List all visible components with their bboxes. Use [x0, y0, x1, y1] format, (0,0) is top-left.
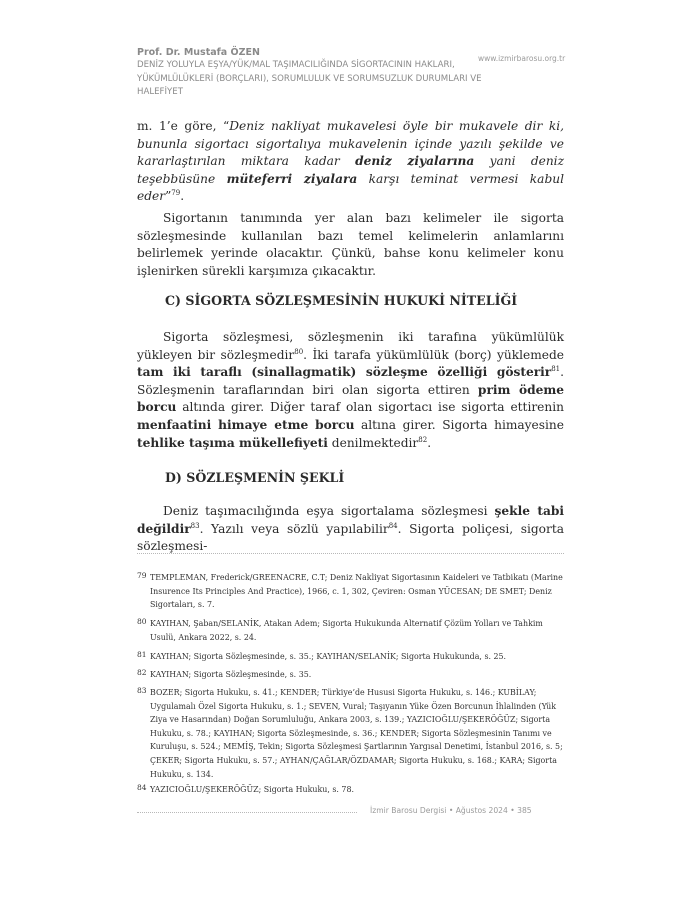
footnote-number: 83	[137, 686, 147, 695]
footnote-number: 84	[137, 783, 147, 792]
quote-bold-deniz-ziyalari: deniz ziyalarına	[355, 154, 475, 169]
p4-bold-sekle-tabi: şekle tabi değildir	[137, 504, 565, 536]
quote-end: .	[180, 189, 185, 204]
footnote-ref-83[interactable]: 83	[190, 521, 200, 530]
footnote-number: 81	[137, 650, 147, 659]
footnote-ref-80[interactable]: 80	[294, 347, 304, 356]
footnote-ref-82[interactable]: 82	[418, 435, 428, 444]
footnote-ref-84[interactable]: 84	[388, 521, 398, 530]
p4-text-2: . Yazılı veya sözlü yapılabilir	[199, 521, 389, 536]
paragraph-legal-nature	[137, 329, 564, 452]
header-author: Prof. Dr. Mustafa ÖZEN	[137, 47, 260, 58]
p3-text-6: denilmektedir	[327, 435, 419, 450]
quote-close: ”	[165, 189, 172, 204]
paragraph-form	[137, 503, 564, 556]
paragraph-terms	[137, 210, 564, 280]
footnote-divider	[137, 553, 564, 554]
footnote-82	[137, 668, 564, 682]
footnote-number: 82	[137, 668, 147, 677]
footnote-83	[137, 686, 564, 781]
quote-italic-2: yani deniz teşebbüsüne	[137, 154, 564, 186]
p3-bold-menfaat-himaye: menfaatini himaye etme borcu	[137, 417, 355, 432]
p3-bold-tehlike-tasima: tehlike taşıma mükellefiyeti	[137, 435, 328, 450]
p3-text-3: . Sözleşmenin taraflarından biri olan sigorta ettiren	[137, 365, 564, 397]
header-article-title: DENİZ YOLUYLA EŞYA/YÜK/MAL TAŞIMACILIĞINDA SİGORTACININ HAKLARI, YÜKÜMLÜLÜKLERİ (BORÇLARI), SORUMLULUK VE SORUMSUZLUK DURUMLARI VE HALEFİYET	[137, 60, 482, 97]
footnote-number: 79	[137, 571, 147, 580]
footnote-79	[137, 571, 564, 612]
p3-bold-prim-odeme: prim ödeme borcu	[137, 382, 564, 415]
heading-legal-nature: C) SİGORTA SÖZLEŞMESİNİN HUKUKİ NİTELİĞİ	[165, 293, 518, 308]
footnote-ref-81[interactable]: 81	[551, 365, 561, 374]
footer-divider	[137, 812, 357, 813]
footnote-number: 80	[137, 617, 147, 626]
p4-text-1: Deniz taşımacılığında eşya sigortalama sözleşmesi	[163, 504, 495, 518]
footnote-text: BOZER; Sigorta Hukuku, s. 41.; KENDER; Türkiye’de Hususi Sigorta Hukuku, s. 146.; KUBİLAY; Uygulamalı Özel Sigorta Hukuku, s. 1.; SEVEN, Vural; Taşıyanın Yüke Özen Borcunun İhlalinden (Yük Ziya ve Hasarından) Doğan Sorumluluğu, Ankara 2003, s. 139.; YAZICIOĞLU/ŞEKERÖĞÜZ; Sigorta Hukuku, s. 78.; KAYIHAN; Sigorta Sözleşmesinde, s. 36.; KENDER; Sigorta Sözleşmesinin Tanımı ve Kuruluşu, s. 524.; MEMİŞ, Tekin; Sigorta Sözleşmesi Şartlarının Yargısal Denetimi, İstanbul 2016, s. 5; ÇEKER; Sigorta Hukuku, s. 57.; AYHAN/ÇAĞLAR/ÖZDAMAR; Sigorta Hukuku, s. 168.; KARA; Sigorta Hukuku, s. 134.	[150, 688, 563, 779]
footnote-text: KAYIHAN, Şaban/SELANİK, Atakan Adem; Sigorta Hukukunda Alternatif Çözüm Yolları ve Tahkim Usulü, Ankara 2022, s. 24.	[150, 619, 543, 642]
p3-text-7: .	[427, 435, 432, 450]
p3-text-1: Sigorta sözleşmesi, sözleşmenin iki tarafına yükümlülük yükleyen bir sözleşmedir	[137, 330, 564, 362]
paragraph-terms-text: Sigortanın tanımında yer alan bazı kelimeler ile sigorta sözleşmesinde kullanılan bazı temel kelimelerin anlamlarını belirlemek yerinde olacaktır. Çünkü, bahse konu kelimeler konu işlenirken sürekli karşımıza çıkacaktır.	[137, 211, 564, 278]
footnote-text: YAZICIOĞLU/ŞEKERÖĞÜZ; Sigorta Hukuku, s. 78.	[150, 785, 354, 794]
p3-text-4: altında girer. Diğer taraf olan sigortacı ise sigorta ettirenin	[176, 400, 564, 415]
quote-bold-muteferri-ziyalar: müteferri ziyalara	[226, 171, 358, 186]
paragraph-definition-quote	[137, 118, 564, 206]
heading-form: D) SÖZLEŞMENİN ŞEKLİ	[165, 470, 345, 485]
header-website[interactable]: www.izmirbarosu.org.tr	[478, 54, 566, 63]
footer-journal-page: İzmir Barosu Dergisi • Ağustos 2024 • 385	[370, 806, 532, 815]
p3-text-2: . İki tarafa yükümlülük (borç) yüklemede	[303, 347, 565, 362]
footnote-text: KAYIHAN; Sigorta Sözleşmesinde, s. 35.	[150, 670, 312, 679]
quote-intro: m. 1’e göre, “	[137, 119, 230, 133]
p3-bold-sinallagmatik: tam iki taraflı (sinallagmatik) sözleşme özelliği gösterir	[137, 365, 552, 380]
footnote-text: TEMPLEMAN, Frederick/GREENACRE, C.T; Deniz Nakliyat Sigortasının Kaideleri ve Tatbikatı (Marine Insurence Its Principles And Practice), 1966, c. 1, 302, Çeviren: Osman YÜCESAN; DE SMET; Deniz Sigortaları, s. 7.	[150, 573, 563, 610]
footnote-ref-79[interactable]: 79	[171, 189, 181, 198]
footnote-84	[137, 783, 564, 797]
p4-text-3: . Sigorta poliçesi, sigorta sözleşmesi-	[137, 521, 565, 554]
p3-text-5: altına girer. Sigorta himayesine	[354, 417, 564, 432]
footnote-text: KAYIHAN; Sigorta Sözleşmesinde, s. 35.; KAYIHAN/SELANİK; Sigorta Hukukunda, s. 25.	[150, 652, 507, 661]
quote-italic-3: karşı teminat vermesi kabul eder	[137, 171, 564, 204]
footnote-81	[137, 650, 564, 664]
footnote-80	[137, 617, 564, 644]
quote-italic-1: Deniz nakliyat mukavelesi öyle bir mukavele dir ki, bununla sigortacı sigortalıya mukavelenin içinde yazılı şekilde ve kararlaştırılan miktara kadar	[137, 119, 564, 169]
